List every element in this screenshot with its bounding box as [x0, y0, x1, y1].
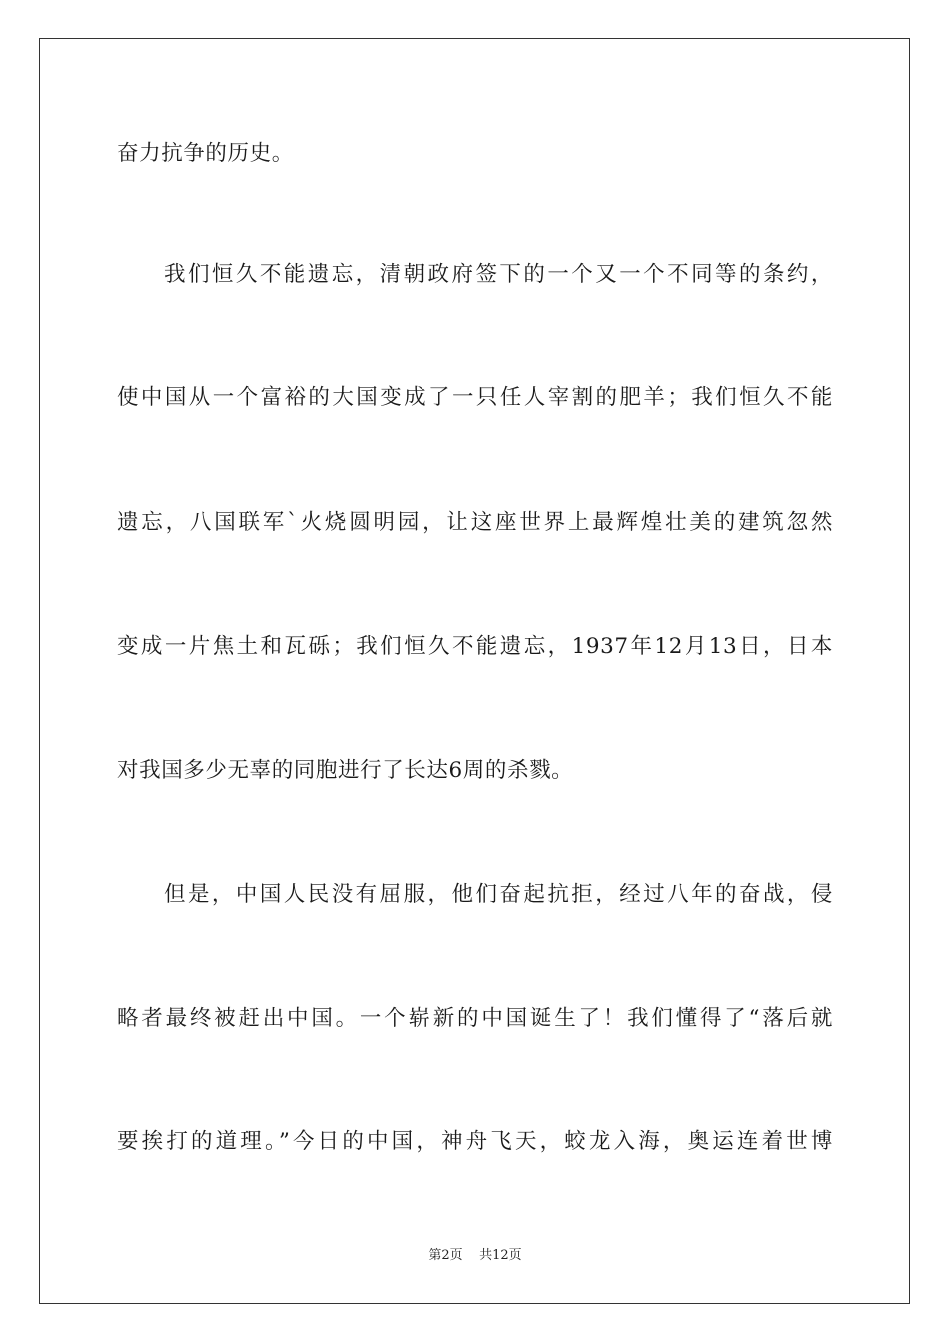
text-line: 遗忘，八国联军`火烧圆明园，让这座世界上最辉煌壮美的建筑忽然 [117, 510, 833, 535]
paragraph-start-line: 我们恒久不能遗忘，清朝政府签下的一个又一个不同等的条约， [164, 262, 833, 287]
text-line: 对我国多少无辜的同胞进行了长达6周的杀戮。 [117, 758, 574, 783]
text-line: 要挨打的道理。”今日的中国，神舟飞天，蛟龙入海，奥运连着世博 [117, 1129, 833, 1154]
page-total: 共12页 [479, 1248, 522, 1263]
page-footer [0, 1247, 950, 1265]
text-line: 变成一片焦土和瓦砾；我们恒久不能遗忘，1937年12月13日，日本 [117, 634, 833, 659]
page-border [39, 38, 910, 1304]
text-line: 使中国从一个富裕的大国变成了一只任人宰割的肥羊；我们恒久不能 [117, 385, 833, 410]
paragraph-start-line: 但是，中国人民没有屈服，他们奋起抗拒，经过八年的奋战，侵 [164, 882, 833, 907]
text-line: 略者最终被赶出中国。一个崭新的中国诞生了！我们懂得了“落后就 [117, 1006, 833, 1031]
text-line: 奋力抗争的历史。 [117, 141, 294, 166]
page-number: 第2页 [428, 1248, 463, 1263]
